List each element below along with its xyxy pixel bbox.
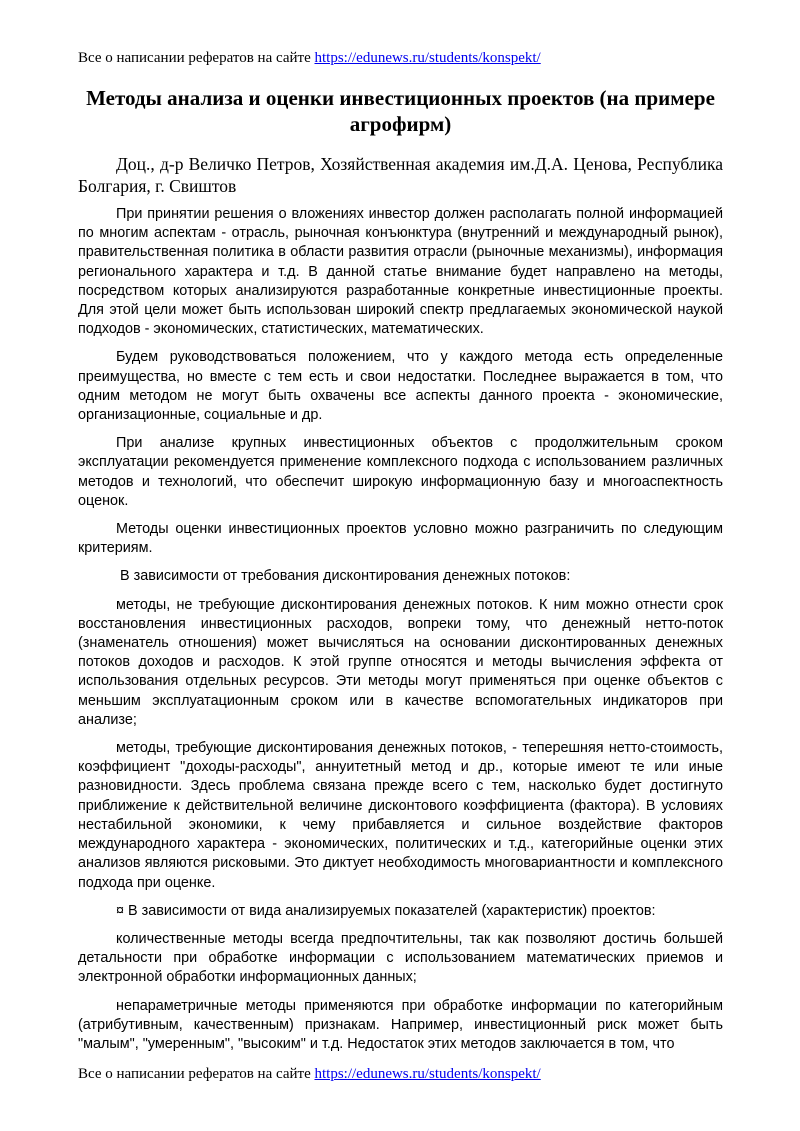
header-text: Все о написании рефератов на сайте xyxy=(78,50,315,66)
paragraph: При принятии решения о вложениях инвестор должен располагать полной информацией по многим аспектам - отрасль, рыночная конъюнктура (внутренний и международный рынок), правительственная политика в области развития отрасли (рыночные механизмы), информация регионального характера и т.д. В данной статье внимание будет направлено на методы, посредством которых анализируются разработанные конкретные инвестиционные проекты. Для этой цели может быть использован широкий спектр предлагаемых экономической наукой подходов - экономических, статистических, математических. xyxy=(78,206,723,338)
footer-text: Все о написании рефератов на сайте xyxy=(78,1066,315,1082)
paragraph: ¤ В зависимости от вида анализируемых показателей (характеристик) проектов: xyxy=(116,902,656,919)
paragraph: непараметричные методы применяются при обработке информации по категорийным (атрибутивным, качественным) признакам. Например, инвестиционный риск может быть "малым", "умеренным", "высоким" и т.д. Недостаток этих методов заключается в том, что xyxy=(78,997,723,1052)
paragraph: При анализе крупных инвестиционных объектов с продолжительным сроком эксплуатации рекомендуется применение комплексного подхода с использованием различных методов и технологий, что обеспечит широкую информационную базу и многоаспектность оценок. xyxy=(78,435,723,509)
paragraph: Будем руководствоваться положением, что у каждого метода есть определенные преимущества, но вместе с тем есть и свои недостатки. Последнее выражается в том, что одним методом не могут быть охвачены все аспекты данного проекта - экономические, организационные, социальные и др. xyxy=(78,349,723,424)
paragraph: Методы оценки инвестиционных проектов условно можно разграничить по следующим критериям. xyxy=(78,521,723,557)
article-title: Методы анализа и оценки инвестиционных проектов (на примере агрофирм) xyxy=(86,86,715,136)
article-body xyxy=(78,205,723,1054)
article xyxy=(78,85,723,1063)
paragraph: методы, требующие дисконтирования денежных потоков, - теперешняя нетто-стоимость, коэффициент "доходы-расходы", аннуитетный метод и др., которые имеют те или иные разновидности. Здесь проблема связана прежде всего с тем, насколько будет достигнуто приближение к действительной величине дисконтового коэффициента (фактора). В условиях нестабильной экономики, к чему прибавляется и сильное воздействие факторов международного характера - экономических, политических и т.д., категорийные оценки этих анализов являются рисковыми. Это диктует необходимость многовариантности и комплексного подхода при оценке. xyxy=(78,740,723,891)
page-footer xyxy=(78,1064,541,1084)
footer-link[interactable]: https://edunews.ru/students/konspekt/ xyxy=(314,1066,541,1082)
paragraph: В зависимости от требования дисконтирования денежных потоков: xyxy=(116,568,571,585)
header-link[interactable]: https://edunews.ru/students/konspekt/ xyxy=(314,50,541,66)
page-header xyxy=(78,48,541,68)
paragraph: методы, не требующие дисконтирования денежных потоков. К ним можно отнести срок восстановления инвестиционных расходов, вопреки тому, что денежный нетто-поток (знаменатель отношения) может вычисляться на основании дисконтированных денежных потоков доходов и расходов. К этой группе относятся и методы вычисления эффекта от использования отдельных ресурсов. Эти методы могут применяться при оценке объектов с меньшим эксплуатационным сроком или в качестве вспомогательных индикаторов при анализе; xyxy=(78,596,723,728)
paragraph: количественные методы всегда предпочтительны, так как позволяют достичь большей детальности при обработке информации с использованием математических приемов и электронной обработки информационных данных; xyxy=(78,930,723,986)
article-author: Доц., д-р Величко Петров, Хозяйственная академия им.Д.А. Ценова, Республика Болгария, г. Свиштов xyxy=(78,154,723,196)
